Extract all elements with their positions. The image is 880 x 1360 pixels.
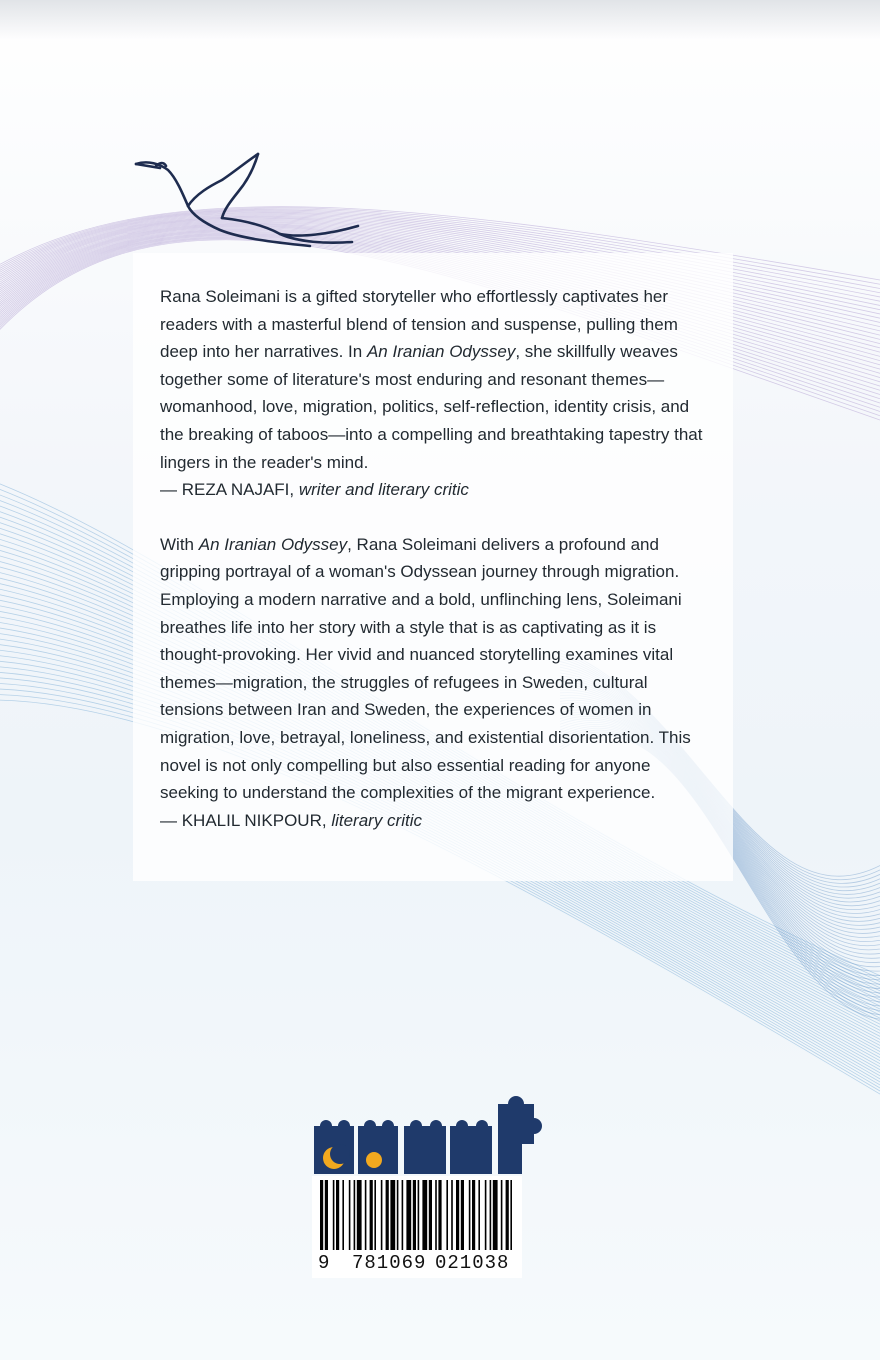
review-2 (160, 531, 712, 835)
review-2-attribution (160, 807, 712, 835)
review-1-text-start: Rana Soleimani is a gifted storyteller who effortlessly captivates her readers with a masterful blend of tension and suspense, pulling them deep into her narratives. In (160, 287, 678, 362)
review-2-book-title: An Iranian Odyssey (198, 534, 348, 554)
review-text-block (160, 283, 712, 834)
review-1 (160, 283, 712, 504)
review-2-critic-role: literary critic (331, 810, 422, 830)
barcode-icon (316, 1180, 518, 1250)
bird-icon (130, 150, 370, 250)
isbn-right-digits: 021038 (435, 1252, 510, 1274)
review-1-text-end: , she skillfully weaves together some of literature's most enduring and resonant themes—womanhood, love, migration, politics, self-reflection, identity crisis, and the breaking of taboos—into a compelling and breathtaking tapestry that lingers in the reader's mind. (160, 342, 703, 472)
review-2-text-start: With (160, 534, 199, 554)
review-1-attribution (160, 476, 712, 504)
review-2-text-end: , Rana Soleimani delivers a profound and gripping portrayal of a woman's Odyssean journey through migration. Employing a modern narrative and a bold, unflinching lens, Soleimani breathes life into her story with a style that is as captivating as it is thought-provoking. Her vivid and nuanced storytelling examines vital themes—migration, the struggles of refugees in Sweden, cultural tensions between Iran and Sweden, the experiences of women in migration, love, betrayal, loneliness, and existential disorientation. This novel is not only compelling but also essential reading for anyone seeking to understand the complexities of the migrant experience. (160, 534, 691, 803)
isbn-barcode (312, 1176, 522, 1278)
publisher-puzzle-logo-icon (312, 1086, 552, 1178)
review-2-critic-name: — KHALIL NIKPOUR, (160, 810, 332, 830)
isbn-left-digits: 781069 (352, 1252, 427, 1274)
review-1-critic-name: — REZA NAJAFI, (160, 480, 299, 500)
review-panel (133, 253, 733, 881)
review-1-critic-role: writer and literary critic (298, 480, 469, 500)
isbn-number (312, 1251, 522, 1275)
isbn-lead-digit: 9 (318, 1252, 330, 1274)
review-1-book-title: An Iranian Odyssey (366, 342, 516, 362)
